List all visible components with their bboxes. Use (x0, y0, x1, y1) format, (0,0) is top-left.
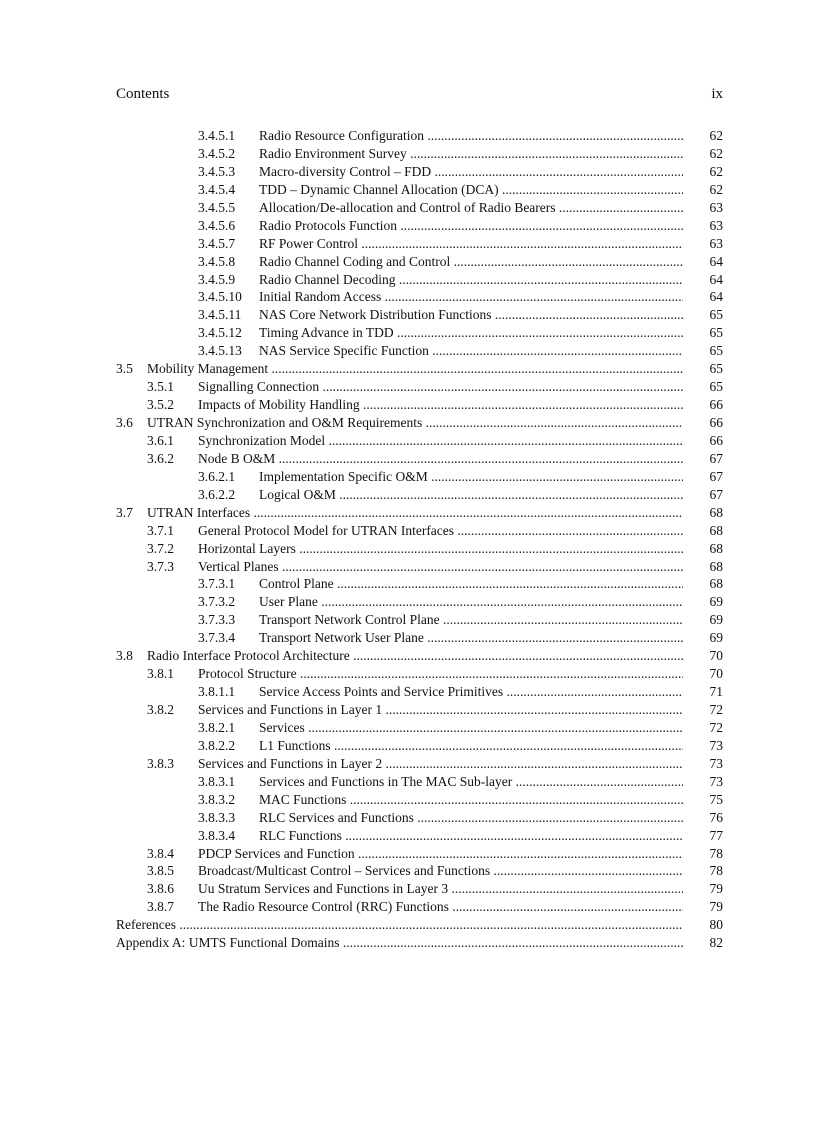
toc-entry-title: User Plane ..... (259, 593, 683, 611)
toc-entry-number: 3.4.5.4 (198, 181, 236, 197)
toc-entry-page: 63 (709, 235, 723, 251)
toc-entry-page: 72 (709, 719, 723, 735)
toc-entry[interactable] (116, 809, 723, 827)
toc-entry[interactable] (116, 324, 723, 342)
toc-entry-number: 3.7.1 (147, 522, 174, 538)
toc-entry-title: Signalling Connection ..... (198, 378, 683, 396)
toc-entry-number: 3.4.5.11 (198, 307, 242, 323)
page-number: ix (711, 86, 723, 102)
toc-entry[interactable] (116, 181, 723, 199)
toc-entry[interactable] (116, 916, 723, 934)
toc-entry-title: Services ..... (259, 719, 683, 737)
toc-entry-number: 3.8.5 (147, 863, 174, 879)
toc-entry-page: 67 (709, 450, 723, 466)
toc-entry-title: NAS Service Specific Function ..... (259, 342, 683, 360)
toc-entry-number: 3.8.1.1 (198, 684, 236, 700)
toc-entry-title: Node B O&M ..... (198, 450, 683, 468)
toc-entry-page: 66 (709, 432, 723, 448)
toc-entry-title: Logical O&M ..... (259, 486, 683, 504)
toc-entry-number: 3.8.3.4 (198, 827, 236, 843)
toc-entry-number: 3.8.3.1 (198, 773, 236, 789)
toc-entry-number: 3.4.5.7 (198, 235, 236, 251)
toc-entry-page: 70 (709, 648, 723, 664)
toc-entry[interactable] (116, 414, 723, 432)
toc-entry-page: 65 (709, 307, 723, 323)
toc-entry-title: Transport Network Control Plane ..... (259, 611, 683, 629)
toc-entry[interactable] (116, 253, 723, 271)
toc-entry-title: Synchronization Model ..... (198, 432, 683, 450)
toc-entry[interactable] (116, 898, 723, 916)
toc-entry-title: Transport Network User Plane ..... (259, 629, 683, 647)
toc-entry-title: Service Access Points and Service Primitives ..... (259, 683, 683, 701)
toc-entry-number: 3.7.3.1 (198, 576, 236, 592)
toc-entry-page: 67 (709, 486, 723, 502)
toc-entry-title: Protocol Structure ..... (198, 665, 683, 683)
toc-entry-title: Horizontal Layers ..... (198, 540, 683, 558)
toc-entry-title: Macro-diversity Control – FDD ..... (259, 163, 683, 181)
toc-entry[interactable] (116, 163, 723, 181)
toc-entry[interactable] (116, 217, 723, 235)
toc-entry-page: 69 (709, 594, 723, 610)
toc-entry[interactable] (116, 271, 723, 289)
toc-entry[interactable] (116, 593, 723, 611)
toc-entry-number: 3.4.5.3 (198, 163, 236, 179)
toc-entry-page: 78 (709, 845, 723, 861)
toc-entry[interactable] (116, 432, 723, 450)
toc-entry[interactable] (116, 665, 723, 683)
toc-entry[interactable] (116, 396, 723, 414)
toc-entry-number: 3.7.3.3 (198, 612, 236, 628)
toc-entry-page: 67 (709, 468, 723, 484)
toc-entry-number: 3.4.5.1 (198, 128, 236, 143)
toc-entry-page: 73 (709, 755, 723, 771)
toc-entry-number: 3.8.3.2 (198, 791, 236, 807)
toc-entry-title: RF Power Control ..... (259, 235, 683, 253)
toc-entry-number: 3.6.2.2 (198, 486, 236, 502)
toc-entry-title: L1 Functions ..... (259, 737, 683, 755)
toc-entry-page: 79 (709, 899, 723, 915)
toc-entry-number: 3.7 (116, 504, 133, 520)
toc-entry-page: 65 (709, 379, 723, 395)
toc-entry[interactable] (116, 647, 723, 665)
toc-entry-number: 3.8.3 (147, 755, 174, 771)
toc-entry-number: 3.7.3 (147, 558, 174, 574)
toc-entry[interactable] (116, 880, 723, 898)
toc-entry-page: 78 (709, 863, 723, 879)
toc-entry-page: 63 (709, 217, 723, 233)
toc-entry[interactable] (116, 827, 723, 845)
toc-entry-title: Services and Functions in The MAC Sub-layer ..... (259, 773, 683, 791)
toc-entry[interactable] (116, 683, 723, 701)
toc-entry-number: 3.4.5.9 (198, 271, 236, 287)
toc-entry-page: 69 (709, 612, 723, 628)
toc-entry-title: Initial Random Access ..... (259, 288, 683, 306)
toc-entry-page: 71 (709, 684, 723, 700)
toc-entry[interactable] (116, 791, 723, 809)
toc-entry-title: Radio Interface Protocol Architecture ..... (147, 647, 683, 665)
toc-entry[interactable] (116, 934, 723, 952)
toc-entry-number: 3.8.2.2 (198, 737, 236, 753)
toc-entry-page: 64 (709, 289, 723, 305)
toc-entry-number: 3.5.2 (147, 397, 174, 413)
toc-entry[interactable] (116, 378, 723, 396)
toc-entry-page: 64 (709, 271, 723, 287)
toc-entry-title: Impacts of Mobility Handling ..... (198, 396, 683, 414)
toc-entry-page: 79 (709, 881, 723, 897)
toc-entry[interactable] (116, 575, 723, 593)
toc-entry-number: 3.8.6 (147, 881, 174, 897)
toc-entry-page: 72 (709, 702, 723, 717)
toc-entry-title: RLC Functions ..... (259, 827, 683, 845)
toc-entry-title: Broadcast/Multicast Control – Services and Functions ..... (198, 862, 683, 880)
toc-entry-title: The Radio Resource Control (RRC) Functions ..... (198, 898, 683, 916)
toc-entry-number: 3.8.2 (147, 702, 174, 717)
toc-entry[interactable] (116, 845, 723, 863)
toc-entry-page: 75 (709, 791, 723, 807)
toc-entry-page: 62 (709, 128, 723, 143)
toc-entry[interactable] (116, 127, 723, 145)
toc-entry-page: 66 (709, 415, 723, 430)
toc-entry-page: 63 (709, 199, 723, 215)
toc-entry-title: Radio Channel Coding and Control ..... (259, 253, 683, 271)
toc-entry-number: 3.4.5.8 (198, 253, 236, 269)
toc-entry[interactable] (116, 558, 723, 576)
toc-entry-title: UTRAN Interfaces ..... (147, 504, 683, 522)
toc-entry-title: RLC Services and Functions ..... (259, 809, 683, 827)
toc-entry[interactable] (116, 342, 723, 360)
toc-entry-number: 3.4.5.5 (198, 199, 236, 215)
toc-entry-number: 3.7.3.4 (198, 630, 236, 646)
toc-entry[interactable] (116, 773, 723, 791)
running-header (116, 86, 723, 106)
toc-entry[interactable] (116, 306, 723, 324)
toc-entry-number: 3.6 (116, 415, 133, 430)
toc-entry-number: 3.5.1 (147, 379, 174, 395)
toc-entry-title: Control Plane ..... (259, 575, 683, 593)
toc-entry[interactable] (116, 486, 723, 504)
toc-entry-title: Uu Stratum Services and Functions in Layer 3 ..... (198, 880, 683, 898)
toc-entry-number: 3.8.4 (147, 845, 174, 861)
toc-entry[interactable] (116, 450, 723, 468)
toc-entry-page: 65 (709, 343, 723, 359)
toc-entry-number: 3.8.2.1 (198, 719, 236, 735)
toc-entry-page: 65 (709, 325, 723, 341)
toc-entry-title: TDD – Dynamic Channel Allocation (DCA) ..... (259, 181, 683, 199)
toc-entry-page: 68 (709, 558, 723, 574)
toc-entry-title: Vertical Planes ..... (198, 558, 683, 576)
toc-entry-number: 3.7.3.2 (198, 594, 236, 610)
toc-entry[interactable] (116, 701, 723, 719)
running-header-title: Contents (116, 86, 170, 102)
toc-entry[interactable] (116, 862, 723, 880)
toc-entry-title: NAS Core Network Distribution Functions ..... (259, 306, 683, 324)
toc-entry-number: 3.7.2 (147, 540, 174, 556)
toc-entry-title: Timing Advance in TDD ..... (259, 324, 683, 342)
toc-entry-page: 77 (709, 827, 723, 843)
toc-entry[interactable] (116, 504, 723, 522)
toc-entry-title: References ..... (116, 916, 683, 934)
toc-entry-title: UTRAN Synchronization and O&M Requirements ..... (147, 414, 683, 432)
toc-entry[interactable] (116, 611, 723, 629)
toc-entry-title: Services and Functions in Layer 1 ..... (198, 701, 683, 719)
toc-entry-number: 3.8.7 (147, 899, 174, 915)
toc-entry-title: Services and Functions in Layer 2 ..... (198, 755, 683, 773)
toc-entry-page: 80 (709, 917, 723, 933)
toc-entry-number: 3.6.2.1 (198, 468, 236, 484)
toc-entry-title: Allocation/De-allocation and Control of Radio Bearers ..... (259, 199, 683, 217)
toc-entry[interactable] (116, 522, 723, 540)
toc-entry[interactable] (116, 360, 723, 378)
toc-entry-title: Radio Resource Configuration ..... (259, 127, 683, 145)
toc-entry-title: Appendix A: UMTS Functional Domains ..... (116, 934, 683, 952)
toc-entry[interactable] (116, 737, 723, 755)
toc-entry-number: 3.6.1 (147, 432, 174, 448)
toc-entry-title: Radio Environment Survey ..... (259, 145, 683, 163)
toc-entry-page: 73 (709, 773, 723, 789)
toc-entry-title: Radio Channel Decoding ..... (259, 271, 683, 289)
toc-entry[interactable] (116, 719, 723, 737)
toc-entry-title: Radio Protocols Function ..... (259, 217, 683, 235)
toc-entry-title: PDCP Services and Function ..... (198, 845, 683, 863)
toc-entry[interactable] (116, 755, 723, 773)
toc-entry-title: MAC Functions ..... (259, 791, 683, 809)
toc-entry-title: Implementation Specific O&M ..... (259, 468, 683, 486)
toc-entry-title: General Protocol Model for UTRAN Interfaces ..... (198, 522, 683, 540)
toc-entry-page: 62 (709, 145, 723, 161)
toc-entry-page: 82 (709, 935, 723, 951)
toc-entry-number: 3.4.5.10 (198, 289, 242, 305)
toc-entry-number: 3.4.5.6 (198, 217, 236, 233)
toc-entry-number: 3.4.5.13 (198, 343, 242, 359)
toc-entry-number: 3.8.3.3 (198, 809, 236, 825)
toc-entry-page: 68 (709, 576, 723, 592)
toc-entry-number: 3.8 (116, 648, 133, 664)
toc-entry[interactable] (116, 629, 723, 647)
toc-entry[interactable] (116, 540, 723, 558)
toc-entry-page: 73 (709, 737, 723, 753)
toc-entry-number: 3.5 (116, 361, 133, 377)
toc-entry[interactable] (116, 145, 723, 163)
toc-entry[interactable] (116, 199, 723, 217)
toc-entry[interactable] (116, 288, 723, 306)
toc-entry-number: 3.4.5.12 (198, 325, 242, 341)
toc-entry-page: 70 (709, 666, 723, 682)
toc-entry-title: Mobility Management ..... (147, 360, 683, 378)
toc-entry-number: 3.8.1 (147, 666, 174, 682)
toc-entry-page: 68 (709, 540, 723, 556)
toc-entry-page: 66 (709, 397, 723, 413)
toc-entry-page: 64 (709, 253, 723, 269)
toc-entry-page: 68 (709, 522, 723, 538)
toc-entry-number: 3.4.5.2 (198, 145, 236, 161)
toc-entry-page: 65 (709, 361, 723, 377)
toc-entry-page: 76 (709, 809, 723, 825)
toc-entry-number: 3.6.2 (147, 450, 174, 466)
table-of-contents (116, 127, 723, 952)
toc-entry-page: 62 (709, 163, 723, 179)
toc-entry[interactable] (116, 468, 723, 486)
toc-entry[interactable] (116, 235, 723, 253)
toc-entry-page: 62 (709, 181, 723, 197)
toc-entry-page: 68 (709, 504, 723, 520)
toc-entry-page: 69 (709, 630, 723, 646)
